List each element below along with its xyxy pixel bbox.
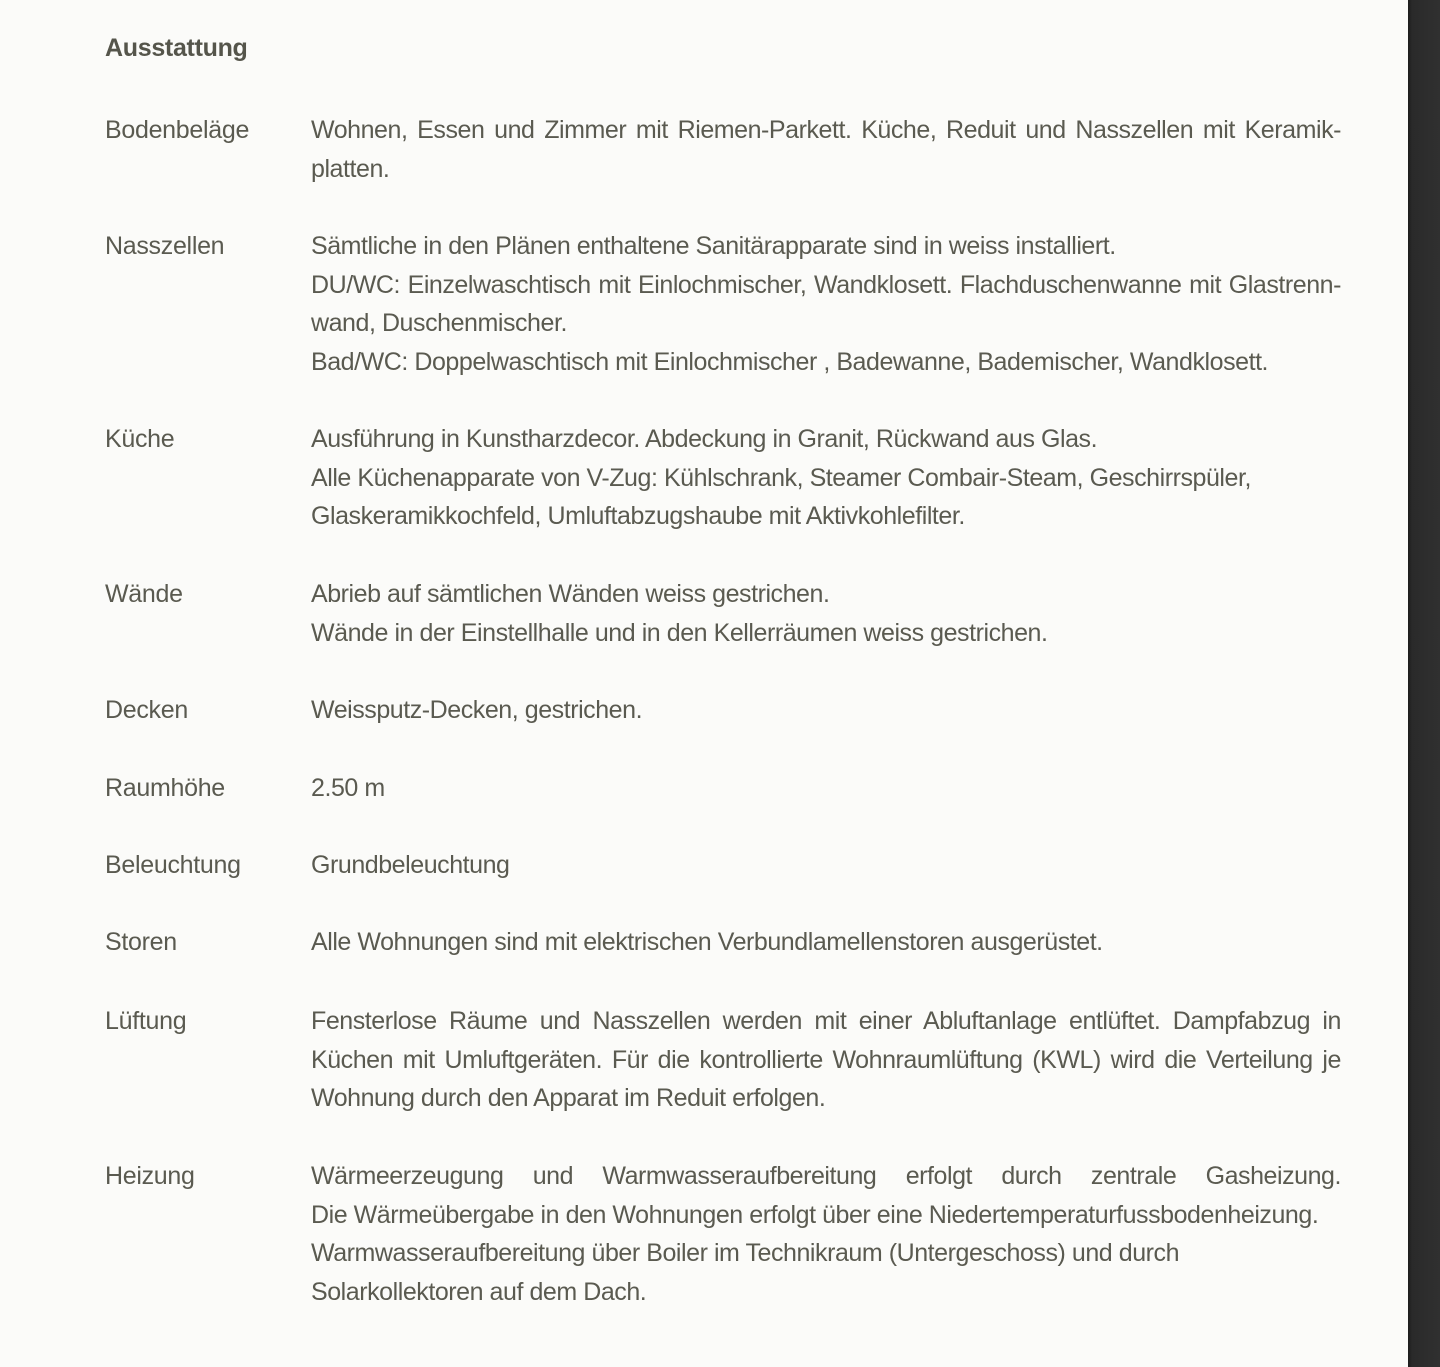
spec-content [311,691,1341,730]
spec-label: Wände [105,580,183,608]
spec-content [311,227,1341,382]
spec-paragraph: Bad/WC: Doppelwaschtisch mit Einlochmischer , Badewanne, Bademischer, Wandklosett. [311,348,1269,377]
spec-paragraph: Fensterlose Räume und Nasszellen werden mit einer Abluftanlage entlüftet. Dampfabzug in Küchen mit Umluftgeräten. Für die kontrollierte Wohnraumlüftung (KWL) wird die Verteilung je Wohnung durch den Apparat im Reduit erfolgen. [311,1007,1341,1113]
spec-paragraph: Alle Wohnungen sind mit elektrischen Verbundlamellenstoren ausgerüstet. [311,928,1103,956]
spec-paragraph: Abrieb auf sämtlichen Wänden weiss gestrichen. [311,580,830,608]
spec-paragraph: Ausführung in Kunstharzdecor. Abdeckung in Granit, Rückwand aus Glas. [311,425,1098,453]
spec-label: Beleuchtung [105,851,241,879]
spec-paragraph: Alle Küchenapparate von V-Zug: Kühlschrank, Steamer Combair-Steam, Geschirrspüler, Glaskeramikkochfeld, Umluftabzugshaube mit Aktivkohlefilter. [311,463,1251,531]
spec-label: Nasszellen [105,232,225,260]
spec-label: Lüftung [105,1007,187,1035]
section-heading: Ausstattung [105,34,248,62]
spec-label: Raumhöhe [105,774,225,802]
spec-paragraph: Wände in der Einstellhalle und in den Kellerräumen weiss gestrichen. [311,618,1048,647]
spec-paragraph: 2.50 m [311,774,385,802]
spec-label: Küche [105,425,175,453]
spec-paragraph: DU/WC: Einzelwaschtisch mit Einlochmischer, Wandklosett. Flachduschenwanne mit Glastrenn-wand, Duschenmischer. [311,270,1341,338]
spec-content [311,111,1341,188]
spec-label: Storen [105,928,177,956]
spec-paragraph: Die Wärmeübergabe in den Wohnungen erfolgt über eine Niedertemperaturfussbodenheizung. [311,1200,1319,1229]
spec-label: Decken [105,696,188,724]
spec-paragraph: Wärmeerzeugung und Warmwasseraufbereitung erfolgt durch zentrale Gasheizung. [311,1162,1341,1190]
spec-content [311,575,1341,652]
window-edge [1408,0,1440,1367]
spec-paragraph: Grundbeleuchtung [311,851,510,879]
spec-paragraph: Warmwasseraufbereitung über Boiler im Technikraum (Untergeschoss) und durch Solarkollektoren auf dem Dach. [311,1239,1180,1307]
spec-label: Heizung [105,1162,195,1190]
spec-paragraph: Sämtliche in den Plänen enthaltene Sanitärapparate sind in weiss installiert. [311,232,1116,260]
spec-content [311,420,1341,536]
spec-content [311,1157,1341,1312]
spec-content [311,923,1341,962]
spec-content [311,846,1341,885]
spec-paragraph: Wohnen, Essen und Zimmer mit Riemen-Parkett. Küche, Reduit und Nasszellen mit Keramik-platten. [311,116,1341,183]
spec-content [311,1002,1341,1118]
spec-content [311,769,1341,808]
spec-paragraph: Weissputz-Decken, gestrichen. [311,696,643,724]
spec-label: Bodenbeläge [105,116,250,144]
